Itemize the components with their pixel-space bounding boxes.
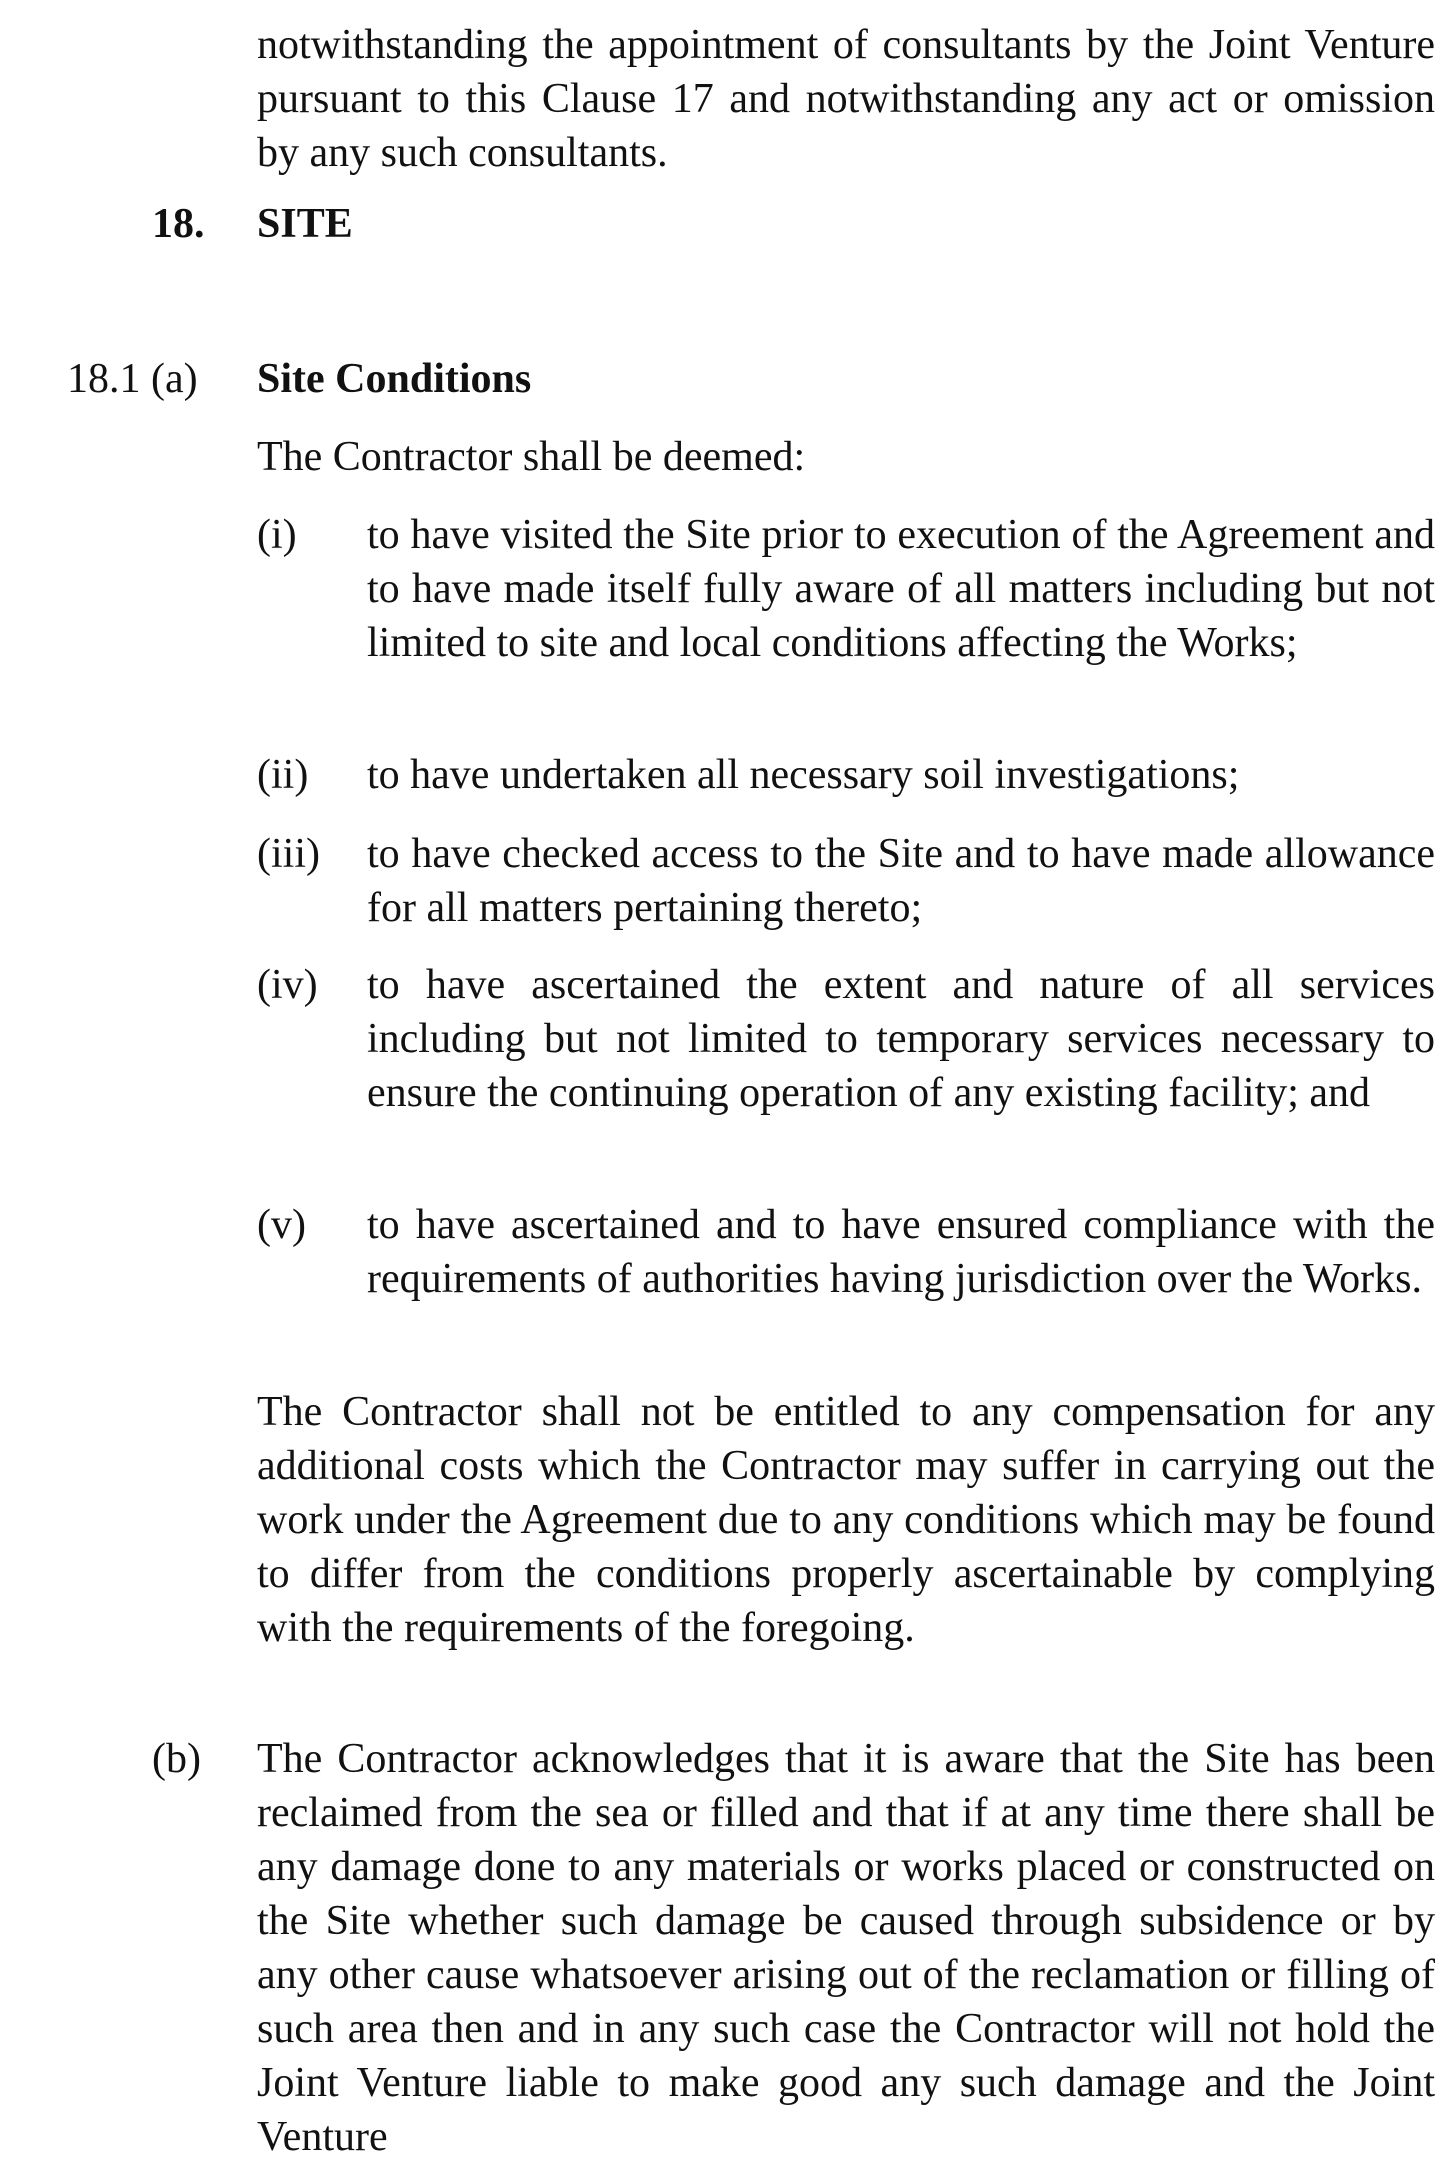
section-title: SITE [257,201,353,247]
list-item-label: (v) [257,1202,306,1248]
list-item-text: to have undertaken all necessary soil investigations; [367,752,1240,798]
list-item-label: (iii) [257,831,320,877]
subclause-text: The Contractor acknowledges that it is aware that the Site has been reclaimed from the sea or filled and that if at any time there shall be any damage done to any materials or works placed or constructed on the Site whether such damage be caused through subsidence or by any other cause whatsoever arising out of the reclamation or filling of such area then and in any such case the Contractor will not hold the Joint Venture liable to make good any such damage and the Joint Venture [257,1736,1435,2160]
clause-lead: The Contractor shall be deemed: [257,434,806,480]
list-item-text: to have ascertained and to have ensured compliance with the requirements of authorities having jurisdiction over the Works. [367,1202,1435,1302]
section-number: 18. [152,201,205,247]
list-item-label: (ii) [257,752,309,798]
list-item-label: (i) [257,512,297,558]
clause-number: 18.1 (a) [67,356,198,402]
list-item-text: to have checked access to the Site and to have made allowance for all matters pertaining thereto; [367,831,1435,931]
subclause-label: (b) [152,1736,201,1782]
intro-paragraph: notwithstanding the appointment of consultants by the Joint Venture pursuant to this Clause 17 and notwithstanding any act or omission by any such consultants. [257,22,1435,176]
closing-paragraph: The Contractor shall not be entitled to any compensation for any additional costs which the Contractor may suffer in carrying out the work under the Agreement due to any conditions which may be found to differ from the conditions properly ascertainable by complying with the requirements of the foregoing. [257,1389,1435,1651]
list-item-text: to have visited the Site prior to execution of the Agreement and to have made itself fully aware of all matters including but not limited to site and local conditions affecting the Works; [367,512,1435,666]
clause-heading: Site Conditions [257,356,532,402]
list-item-label: (iv) [257,962,318,1008]
list-item-text: to have ascertained the extent and nature of all services including but not limited to temporary services necessary to ensure the continuing operation of any existing facility; and [367,962,1435,1116]
